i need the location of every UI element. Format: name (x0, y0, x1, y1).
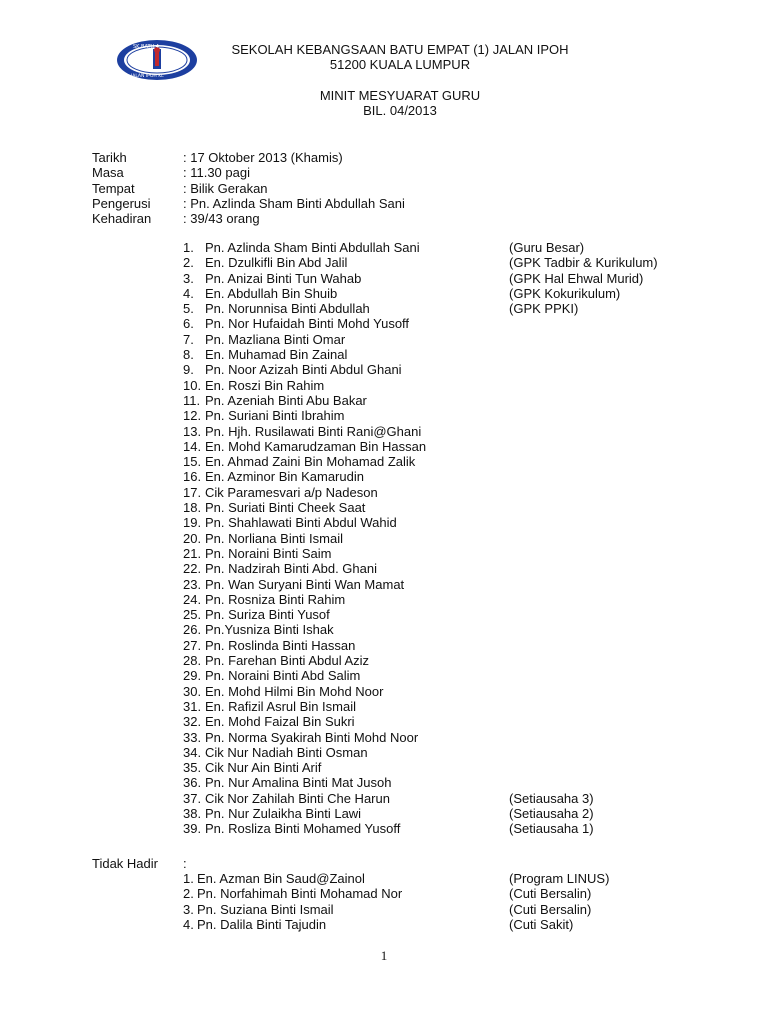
attendee-row (183, 714, 703, 729)
attendee-name: Pn. Noraini Binti Saim (205, 545, 332, 561)
attendee-row (183, 485, 703, 500)
meta-key: Tarikh (92, 150, 127, 165)
attendee-role: (GPK Kokurikulum) (509, 285, 621, 301)
attendee-row (183, 607, 703, 622)
attendee-name: Pn. Norma Syakirah Binti Mohd Noor (205, 729, 419, 745)
attendee-number: 34. (183, 744, 202, 760)
attendee-number: 12. (183, 408, 202, 424)
attendee-name: Pn. Nor Hufaidah Binti Mohd Yusoff (205, 316, 410, 332)
attendee-row (183, 821, 703, 836)
attendee-name: Pn. Azlinda Sham Binti Abdullah Sani (205, 240, 420, 255)
attendee-list (183, 240, 703, 837)
attendee-number: 7. (183, 331, 194, 347)
attendee-number: 38. (183, 805, 202, 821)
attendee-name: En. Abdullah Bin Shuib (205, 285, 338, 301)
attendee-name: Pn. Nur Zulaikha Binti Lawi (205, 805, 362, 821)
attendee-name: Pn. Rosliza Binti Mohamed Yusoff (205, 821, 401, 837)
attendee-name: Pn. Norunnisa Binti Abdullah (205, 301, 370, 317)
attendee-number: 14. (183, 438, 202, 454)
absent-list (183, 871, 703, 932)
attendee-name: En. Roszi Bin Rahim (205, 377, 325, 393)
attendee-row (183, 745, 703, 760)
absent-name: En. Azman Bin Saud@Zainol (197, 871, 365, 886)
attendee-name: Cik Nur Ain Binti Arif (205, 760, 322, 776)
attendee-name: Pn. Shahlawati Binti Abdul Wahid (205, 515, 397, 531)
attendee-row (183, 240, 703, 255)
attendee-name: En. Mohd Faizal Bin Sukri (205, 714, 355, 730)
attendee-number: 37. (183, 790, 202, 806)
attendee-name: En. Mohd Hilmi Bin Mohd Noor (205, 683, 384, 699)
attendee-number: 25. (183, 607, 202, 623)
meta-value: : 11.30 pagi (183, 165, 250, 181)
meta-key: Pengerusi (92, 195, 151, 211)
absent-number: 1. (183, 871, 194, 886)
attendee-name: En. Rafizil Asrul Bin Ismail (205, 698, 356, 714)
attendee-row (183, 806, 703, 821)
meta-key: Masa (92, 165, 124, 181)
attendee-number: 35. (183, 760, 202, 776)
attendee-row (183, 408, 703, 423)
attendee-row (183, 454, 703, 469)
absent-number: 2. (183, 886, 194, 902)
absent-reason: (Cuti Bersalin) (509, 886, 592, 902)
absent-label: Tidak Hadir (92, 856, 158, 871)
absent-row (183, 886, 703, 901)
attendee-row (183, 668, 703, 683)
attendee-row (183, 469, 703, 484)
attendee-row (183, 424, 703, 439)
svg-text:SK BATU 4: SK BATU 4 (133, 44, 159, 50)
attendee-number: 29. (183, 668, 202, 684)
attendee-number: 39. (183, 821, 202, 837)
attendee-row (183, 271, 703, 286)
attendee-number: 15. (183, 454, 202, 470)
meta-value: : Bilik Gerakan (183, 180, 268, 196)
document-header (210, 42, 590, 72)
attendee-number: 22. (183, 561, 202, 577)
attendee-name: Pn. Suriani Binti Ibrahim (205, 408, 345, 424)
attendee-row (183, 622, 703, 637)
attendee-name: Pn. Noraini Binti Abd Salim (205, 668, 361, 684)
meta-key: Kehadiran (92, 211, 152, 227)
attendee-name: Pn. Suriati Binti Cheek Saat (205, 500, 366, 516)
attendee-name: Pn. Hjh. Rusilawati Binti Rani@Ghani (205, 423, 422, 439)
attendee-name: Pn. Norliana Binti Ismail (205, 530, 343, 546)
school-logo (115, 38, 199, 82)
attendee-name: Pn. Nur Amalina Binti Mat Jusoh (205, 775, 392, 791)
attendee-row (183, 775, 703, 790)
attendee-name: Pn. Noor Azizah Binti Abdul Ghani (205, 362, 402, 378)
svg-text:JALAN IPOH KL: JALAN IPOH KL (131, 74, 164, 79)
school-postcode: 51200 KUALA LUMPUR (329, 57, 471, 72)
attendee-name: Pn. Roslinda Binti Hassan (205, 637, 356, 653)
attendee-number: 2. (183, 255, 194, 271)
attendee-number: 21. (183, 545, 202, 561)
attendee-name: Cik Nor Zahilah Binti Che Harun (205, 790, 390, 806)
attendee-number: 16. (183, 469, 202, 485)
attendee-number: 5. (183, 301, 194, 317)
attendee-number: 3. (183, 270, 194, 286)
absent-row (183, 871, 703, 886)
attendee-name: Pn. Wan Suryani Binti Wan Mamat (205, 576, 405, 592)
absent-reason: (Program LINUS) (509, 871, 610, 886)
absent-reason: (Cuti Bersalin) (509, 901, 592, 917)
absent-number: 4. (183, 916, 194, 932)
attendee-row (183, 500, 703, 515)
attendee-name: Pn. Suriza Binti Yusof (205, 607, 330, 623)
attendee-name: Pn. Azeniah Binti Abu Bakar (205, 392, 367, 408)
attendee-number: 31. (183, 698, 202, 714)
absent-row (183, 917, 703, 932)
attendee-role: (Setiausaha 2) (509, 805, 594, 821)
attendee-row (183, 531, 703, 546)
attendee-number: 28. (183, 653, 202, 669)
attendee-row (183, 699, 703, 714)
attendee-number: 30. (183, 683, 202, 699)
attendee-name: Cik Nur Nadiah Binti Osman (205, 744, 368, 760)
absent-name: Pn. Dalila Binti Tajudin (197, 916, 327, 932)
attendee-row (183, 653, 703, 668)
attendee-row (183, 332, 703, 347)
page-number: 1 (380, 948, 388, 963)
attendee-number: 32. (183, 714, 202, 730)
attendee-row (183, 347, 703, 362)
attendee-role: (GPK Hal Ehwal Murid) (509, 270, 644, 286)
absent-row (183, 902, 703, 917)
attendee-number: 27. (183, 637, 202, 653)
attendee-number: 26. (183, 622, 202, 638)
attendee-role: (Setiausaha 3) (509, 790, 594, 806)
attendee-row (183, 378, 703, 393)
absent-number: 3. (183, 901, 194, 917)
attendee-row (183, 301, 703, 316)
absent-heading (92, 856, 187, 871)
attendee-number: 17. (183, 484, 202, 500)
attendee-row (183, 638, 703, 653)
attendee-name: En. Ahmad Zaini Bin Mohamad Zalik (205, 454, 416, 470)
school-name: SEKOLAH KEBANGSAAN BATU EMPAT (1) JALAN IPOH (231, 42, 569, 57)
absent-name: Pn. Norfahimah Binti Mohamad Nor (197, 886, 403, 902)
attendee-name: Pn. Rosniza Binti Rahim (205, 591, 346, 607)
attendee-number: 4. (183, 285, 194, 301)
attendee-row (183, 286, 703, 301)
attendee-name: En. Dzulkifli Bin Abd Jalil (205, 255, 348, 271)
attendee-number: 11. (183, 392, 201, 408)
attendee-number: 9. (183, 362, 194, 378)
attendee-number: 19. (183, 515, 202, 531)
meta-value: : 17 Oktober 2013 (Khamis) (183, 150, 343, 165)
meta-value: : Pn. Azlinda Sham Binti Abdullah Sani (183, 195, 405, 211)
meta-value: : 39/43 orang (183, 211, 260, 227)
attendee-number: 10. (183, 377, 202, 393)
meta-key: Tempat (92, 180, 135, 196)
attendee-name: Pn. Anizai Binti Tun Wahab (205, 270, 362, 286)
attendee-row (183, 546, 703, 561)
attendee-row (183, 362, 703, 377)
attendee-row (183, 577, 703, 592)
attendee-number: 6. (183, 316, 194, 332)
attendee-row (183, 791, 703, 806)
attendee-number: 24. (183, 591, 202, 607)
attendee-row (183, 515, 703, 530)
attendee-name: Cik Paramesvari a/p Nadeson (205, 484, 378, 500)
attendee-row (183, 592, 703, 607)
attendee-row (183, 393, 703, 408)
attendee-row (183, 439, 703, 454)
attendee-name: Pn. Mazliana Binti Omar (205, 331, 346, 347)
attendee-row (183, 255, 703, 270)
attendee-name: En. Azminor Bin Kamarudin (205, 469, 364, 485)
attendee-number: 36. (183, 775, 202, 791)
attendee-number: 18. (183, 500, 202, 516)
attendee-role: (Setiausaha 1) (509, 821, 594, 837)
attendee-name: En. Mohd Kamarudzaman Bin Hassan (205, 438, 427, 454)
attendee-role: (Guru Besar) (509, 240, 585, 255)
attendee-number: 13. (183, 423, 202, 439)
attendee-number: 23. (183, 576, 202, 592)
attendee-name: Pn. Nadzirah Binti Abd. Ghani (205, 561, 377, 577)
attendee-row (183, 316, 703, 331)
minutes-number: BIL. 04/2013 (363, 103, 437, 118)
attendee-row (183, 684, 703, 699)
document-title (210, 88, 590, 118)
minutes-title: MINIT MESYUARAT GURU (319, 88, 481, 103)
attendee-number: 1. (183, 240, 194, 255)
attendee-row (183, 760, 703, 775)
absent-colon: : (183, 856, 187, 871)
absent-reason: (Cuti Sakit) (509, 916, 574, 932)
attendee-name: En. Muhamad Bin Zainal (205, 347, 348, 363)
attendee-number: 20. (183, 530, 202, 546)
attendee-number: 33. (183, 729, 202, 745)
attendee-name: Pn.Yusniza Binti Ishak (205, 622, 334, 638)
attendee-role: (GPK PPKI) (509, 301, 579, 317)
absent-name: Pn. Suziana Binti Ismail (197, 901, 334, 917)
attendee-number: 8. (183, 347, 194, 363)
attendee-row (183, 730, 703, 745)
attendee-name: Pn. Farehan Binti Abdul Aziz (205, 653, 370, 669)
attendee-role: (GPK Tadbir & Kurikulum) (509, 255, 658, 271)
attendee-row (183, 561, 703, 576)
